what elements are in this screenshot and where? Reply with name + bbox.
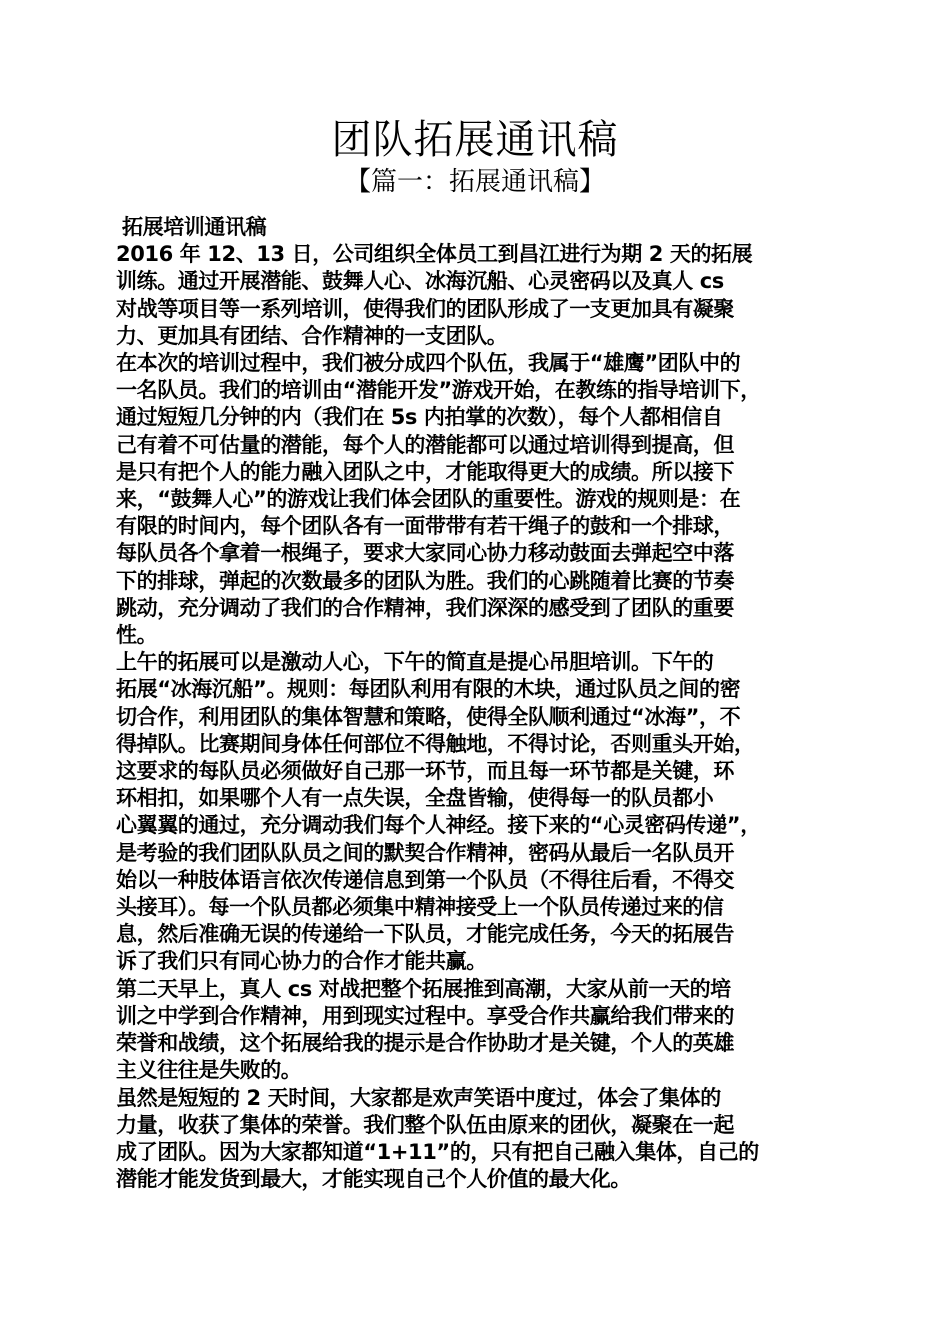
- body-text-line: 对战等项目等一系列培训，使得我们的团队形成了一支更加具有凝聚: [116, 296, 734, 321]
- body-text-line: 己有着不可估量的潜能，每个人的潜能都可以通过培训得到提高，但: [116, 432, 734, 457]
- body-text-line: 上午的拓展可以是激动人心，下午的简直是提心吊胆培训。下午的: [116, 650, 714, 675]
- body-text-line: 虽然是短短的 2 天时间，大家都是欢声笑语中度过，体会了集体的: [116, 1085, 721, 1110]
- document-title: 团队拓展通讯稿: [331, 117, 619, 163]
- body-text-line: 在本次的培训过程中，我们被分成四个队伍，我属于“雄鹰”团队中的: [116, 351, 741, 376]
- body-text-line: 这要求的每队员必须做好自己那一环节，而且每一环节都是关键，环: [116, 759, 734, 784]
- body-text-line: 力量，收获了集体的荣誉。我们整个队伍由原来的团伙，凝聚在一起: [116, 1112, 734, 1137]
- body-text-line: 一名队员。我们的培训由“潜能开发”游戏开始，在教练的指导培训下，: [116, 378, 761, 403]
- document-body: [116, 214, 834, 1193]
- body-text-line: 下的排球，弹起的次数最多的团队为胜。我们的心跳随着比赛的节奏: [116, 568, 734, 593]
- body-text-line: 2016 年 12、13 日，公司组织全体员工到昌江进行为期 2 天的拓展: [116, 242, 753, 267]
- body-text-line: 性。: [116, 623, 158, 648]
- body-text-line: 是只有把个人的能力融入团队之中，才能取得更大的成绩。所以接下: [116, 459, 734, 484]
- body-text-line: 训练。通过开展潜能、鼓舞人心、冰海沉船、心灵密码以及真人 cs: [116, 269, 724, 294]
- body-text-line: 来，“鼓舞人心”的游戏让我们体会团队的重要性。游戏的规则是：在: [116, 487, 741, 512]
- body-text-line: 主义往往是失败的。: [116, 1058, 302, 1083]
- body-text-line: 潜能才能发货到最大，才能实现自己个人价值的最大化。: [116, 1167, 631, 1192]
- body-text-line: 成了团队。因为大家都知道“1+11”的，只有把自己融入集体，自己的: [116, 1139, 759, 1164]
- document-subtitle: 【篇一：拓展通讯稿】: [344, 167, 605, 197]
- body-text-line: 拓展“冰海沉船”。规则：每团队利用有限的木块，通过队员之间的密: [116, 677, 741, 702]
- section-heading: 拓展培训通讯稿: [122, 215, 267, 239]
- body-text-line: 力、更加具有团结、合作精神的一支团队。: [116, 323, 508, 348]
- body-text-line: 跳动，充分调动了我们的合作精神，我们深深的感受到了团队的重要: [116, 595, 734, 620]
- body-text-line: 有限的时间内，每个团队各有一面带带有若干绳子的鼓和一个排球，: [116, 514, 734, 539]
- body-text-line: 训之中学到合作精神，用到现实过程中。享受合作共赢给我们带来的: [116, 1003, 734, 1028]
- body-text-line: 荣誉和战绩，这个拓展给我的提示是合作协助才是关键，个人的英雄: [116, 1031, 734, 1056]
- body-text-line: 息，然后准确无误的传递给一下队员，才能完成任务，今天的拓展告: [116, 922, 734, 947]
- body-text-line: 切合作，利用团队的集体智慧和策略，使得全队顺利通过“冰海”，不: [116, 704, 741, 729]
- body-text-line: 是考验的我们团队队员之间的默契合作精神，密码从最后一名队员开: [116, 840, 734, 865]
- body-text-line: 第二天早上，真人 cs 对战把整个拓展推到高潮，大家从前一天的培: [116, 976, 731, 1001]
- body-text-line: 环相扣，如果哪个人有一点失误，全盘皆输，使得每一的队员都小: [116, 786, 714, 811]
- body-text-line: 心翼翼的通过，充分调动我们每个人神经。接下来的“心灵密码传递”，: [116, 813, 761, 838]
- body-text-line: 通过短短几分钟的内（我们在 5s 内拍掌的次数），每个人都相信自: [116, 405, 723, 430]
- body-text-line: 头接耳）。每一个队员都必须集中精神接受上一个队员传递过来的信: [116, 895, 724, 920]
- body-text-line: 得掉队。比赛期间身体任何部位不得触地，不得讨论，否则重头开始，: [116, 731, 755, 756]
- body-text-line: 诉了我们只有同心协力的合作才能共赢。: [116, 949, 487, 974]
- body-text-line: 每队员各个拿着一根绳子，要求大家同心协力移动鼓面去弹起空中落: [116, 541, 734, 566]
- body-text-line: 始以一种肢体语言依次传递信息到第一个队员（不得往后看，不得交: [116, 867, 734, 892]
